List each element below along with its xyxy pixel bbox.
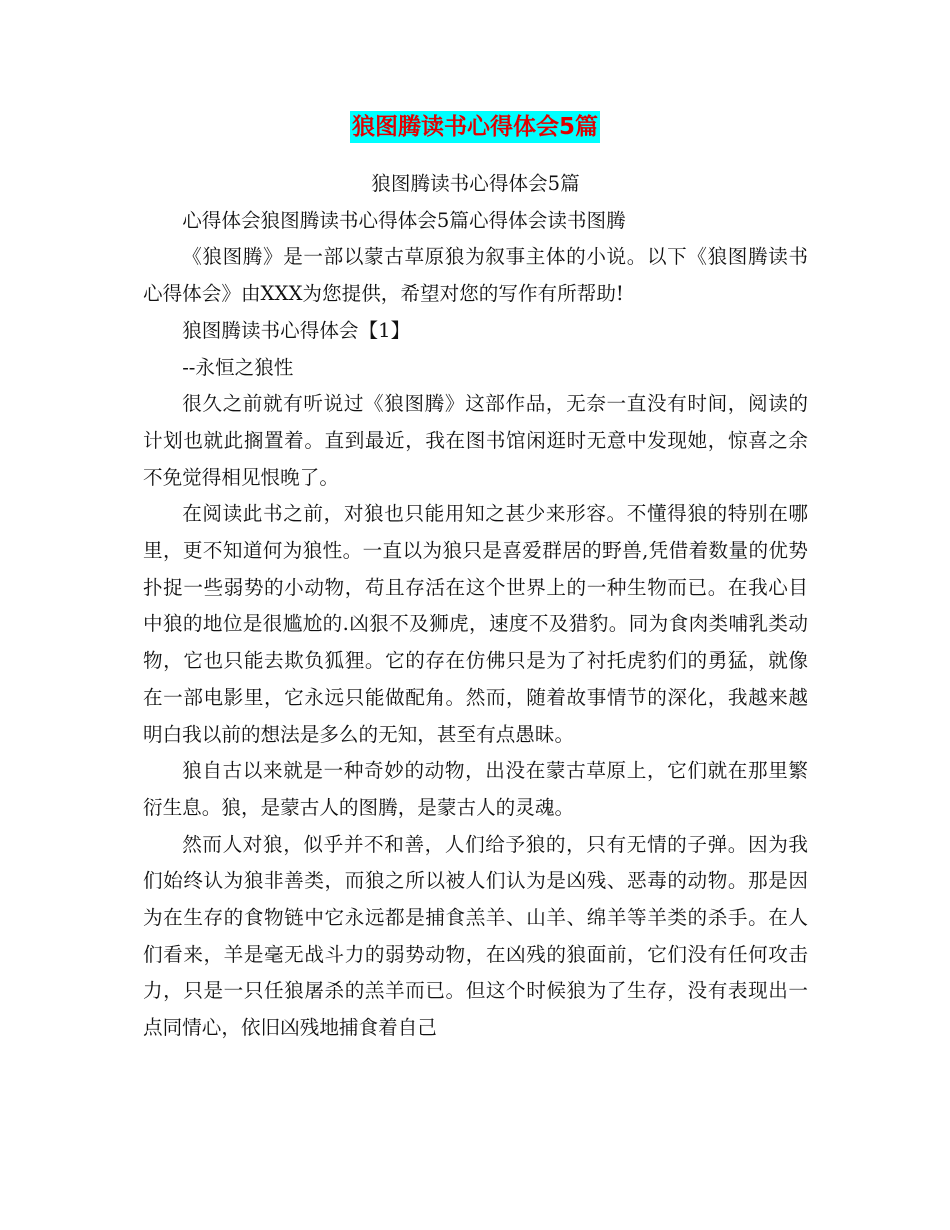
document-title: 狼图腾读书心得体会5篇 xyxy=(350,111,600,143)
body-paragraph: 狼自古以来就是一种奇妙的动物，出没在蒙古草原上，它们就在那里繁衍生息。狼，是蒙古人的图腾，是蒙古人的灵魂。 xyxy=(143,759,808,819)
keywords-line: 心得体会狼图腾读书心得体会5篇心得体会读书图腾 xyxy=(182,208,626,232)
body-paragraph: 在阅读此书之前，对狼也只能用知之甚少来形容。不懂得狼的特别在哪里，更不知道何为狼性。一直以为狼只是喜爱群居的野兽,凭借着数量的优势扑捉一些弱势的小动物，苟且存活在这个世界上的一种生物而已。在我心目中狼的地位是很尴尬的.凶狠不及狮虎，速度不及猎豹。同为食肉类哺乳类动物，它也只能去欺负狐狸。它的存在仿佛只是为了衬托虎豹们的勇猛，就像在一部电影里，它永远只能做配角。然而，随着故事情节的深化，我越来越明白我以前的想法是多么的无知，甚至有点愚昧。 xyxy=(143,502,808,746)
body-paragraph: 很久之前就有听说过《狼图腾》这部作品，无奈一直没有时间，阅读的计划也就此搁置着。直到最近，我在图书馆闲逛时无意中发现她，惊喜之余不免觉得相见恨晚了。 xyxy=(143,392,808,489)
section-subheading: --永恒之狼性 xyxy=(182,355,294,379)
body-paragraph: 然而人对狼，似乎并不和善，人们给予狼的，只有无情的子弹。因为我们始终认为狼非善类，而狼之所以被人们认为是凶残、恶毒的动物。那是因为在生存的食物链中它永远都是捕食羔羊、山羊、绵羊等羊类的杀手。在人们看来，羊是毫无战斗力的弱势动物，在凶残的狼面前，它们没有任何攻击力，只是一只任狼屠杀的羔羊而已。但这个时候狼为了生存，没有表现出一点同情心，依旧凶残地捕食着自己 xyxy=(143,832,808,1040)
title-container xyxy=(0,111,950,143)
intro-paragraph: 《狼图腾》是一部以蒙古草原狼为叙事主体的小说。以下《狼图腾读书心得体会》由XXX为您提供，希望对您的写作有所帮助! xyxy=(143,245,808,306)
subtitle-line: 狼图腾读书心得体会5篇 xyxy=(371,172,580,195)
section-heading: 狼图腾读书心得体会【1】 xyxy=(182,318,411,342)
document-body xyxy=(143,166,808,1047)
